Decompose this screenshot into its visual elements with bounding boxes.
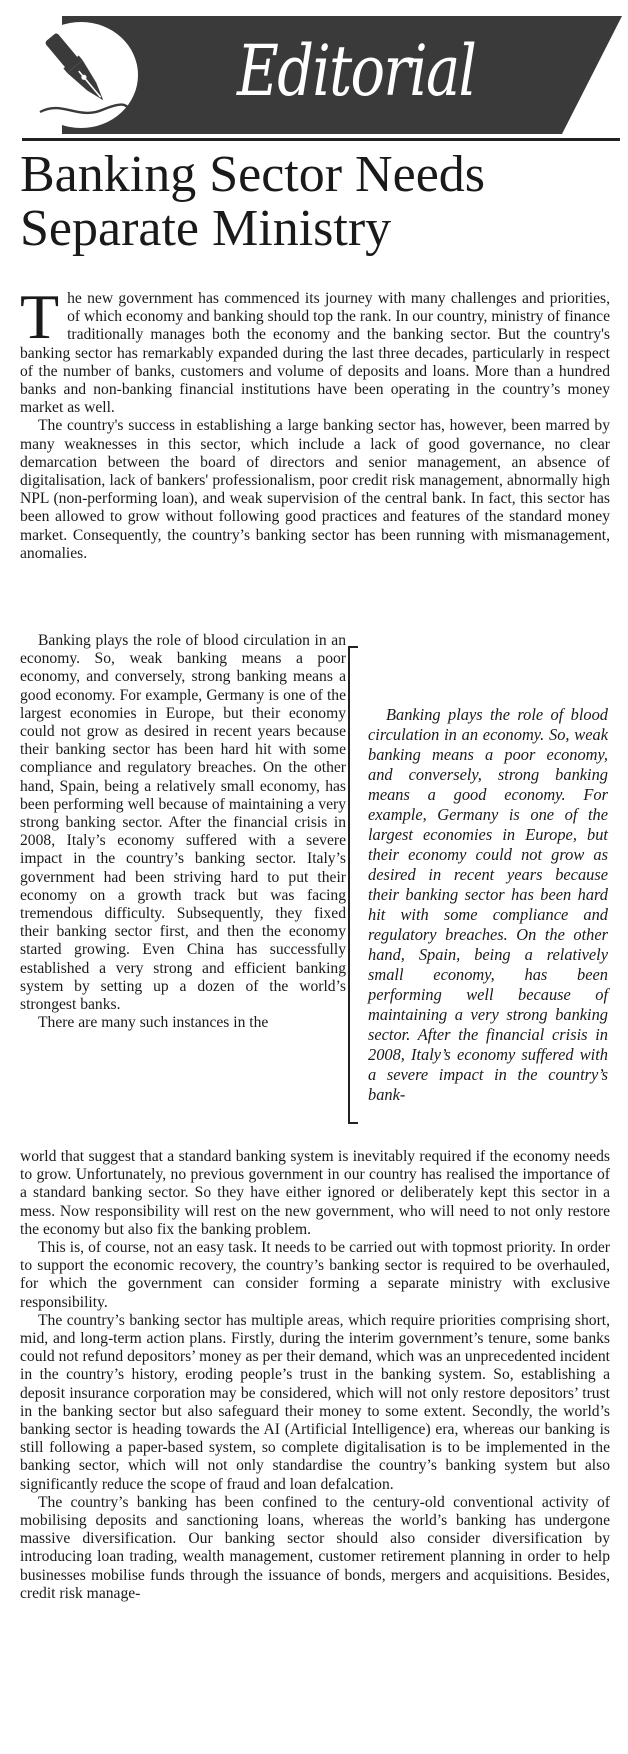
- paragraph-3: Banking plays the role of blood circulation in an economy. So, weak banking means a poor economy, and conversely, strong banking means a good economy. For example, Germany is one of the largest economies in Europe, but their economy could not grow as desired in recent years because their banking sector has been hard hit with some compliance and regulatory breaches. On the other hand, Spain, being a relatively small economy, has been performing well because of maintaining a very strong banking sector. After the financial crisis in 2008, Italy’s economy suffered with a severe impact in the country’s banking sector. Italy’s government had been striving hard to put their economy on a growth track but was facing tremendous difficulty. Subsequently, they fixed their banking sector first, and then the economy started growing. Even China has successfully established a very strong and efficient banking system by setting up a dozen of the world’s strongest banks.: [20, 632, 346, 1014]
- headline: [20, 148, 620, 256]
- paragraph-6: The country’s banking sector has multiple areas, which require priorities comprising short, mid, and long-term action plans. Firstly, during the interim government’s tenure, some banks could not refund depositors’ money as per their demand, which was an unprecedented incident in the country’s history, eroding people’s trust in the banking system. So, establishing a deposit insurance corporation may be considered, which will not only restore depositors’ trust in the banking sector but also safeguard their money to some extent. Secondly, the world’s banking sector is heading towards the AI (Artificial Intelligence) era, whereas our banking is still following a paper-based system, so complete digitalisation is to be implemented in the banking sector, which will not only standardise the country’s banking system but also significantly reduce the scope of fraud and loan defalcation.: [20, 1311, 610, 1493]
- article-continuation: [20, 1148, 610, 1603]
- headline-line-2: Separate Ministry: [20, 200, 392, 257]
- fountain-pen-icon: [22, 20, 140, 130]
- paragraph-4-start: There are many such instances in the: [38, 1014, 269, 1032]
- pullquote: Banking plays the role of blood circulation in an economy. So, weak banking means a poor economy, and conversely, strong banking means a good economy. For example, Germany is one of the largest economies in Europe, but their economy could not grow as desired in recent years because their banking sector has been hard hit with some compliance and regulatory breaches. On the other hand, Spain, being a relatively small economy, has been performing well because of maintaining a very strong banking sector. After the financial crisis in 2008, Italy’s economy suffered with a severe impact in the country’s bank-: [368, 705, 608, 1104]
- article-intro: [20, 281, 611, 563]
- pullquote-bracket: [348, 646, 358, 1124]
- paragraph-1-text: he new government has commenced its journey with many challenges and priorities, of which economy and banking should top the rank. In our country, ministry of finance traditionally manages both the economy and the banking sector. But the country's banking sector has remarkably expanded during the last three decades, particularly in respect of the number of banks, customers and volume of deposits and loans. More than a hundred banks and non-banking financial institutions have been operating in the country’s money market as well.: [20, 290, 611, 417]
- article-left-column: [20, 632, 346, 1032]
- paragraph-7: The country’s banking has been confined to the century-old conventional activity of mobilising deposits and sanctioning loans, whereas the world’s banking has undergone massive diversification. Our banking sector should also consider diversification by introducing loan trading, wealth management, customer retirement planning in order to help businesses mobilise funds through the issuance of bonds, mergers and acquisitions. Besides, credit risk manage-: [20, 1493, 610, 1602]
- masthead-title: Editorial: [237, 30, 476, 112]
- paragraph-5: This is, of course, not an easy task. It needs to be carried out with topmost priority. In order to support the economic recovery, the country’s banking sector is required to be overhauled, for which the government can consider forming a separate ministry with exclusive responsibility.: [20, 1239, 610, 1311]
- masthead: [22, 16, 622, 134]
- paragraph-1: [20, 281, 611, 417]
- paragraph-2: The country's success in establishing a large banking sector has, however, been marred by many weaknesses in this sector, which include a lack of good governance, no clear demarcation between the board of directors and senior management, an absence of digitalisation, lack of bankers' professionalism, poor credit risk management, abnormally high NPL (non-performing loan), and weak supervision of the central bank. In fact, this sector has been allowed to grow without following good practices and features of the standard money market. Consequently, the country’s banking sector has been running with mismanagement, anomalies.: [20, 417, 610, 562]
- drop-cap: T: [20, 281, 60, 352]
- headline-line-1: Banking Sector Needs: [20, 146, 486, 203]
- paragraph-4-rest: world that suggest that a standard banking system is inevitably required if the economy needs to grow. Unfortunately, no previous government in our country has realised the importance of a standard banking sector. So they have either ignored or deliberately kept this sector in a mess. Now responsibility will rest on the new government, who will need to not only restore the economy but also fix the banking problem.: [20, 1148, 610, 1238]
- masthead-rule: [22, 138, 620, 141]
